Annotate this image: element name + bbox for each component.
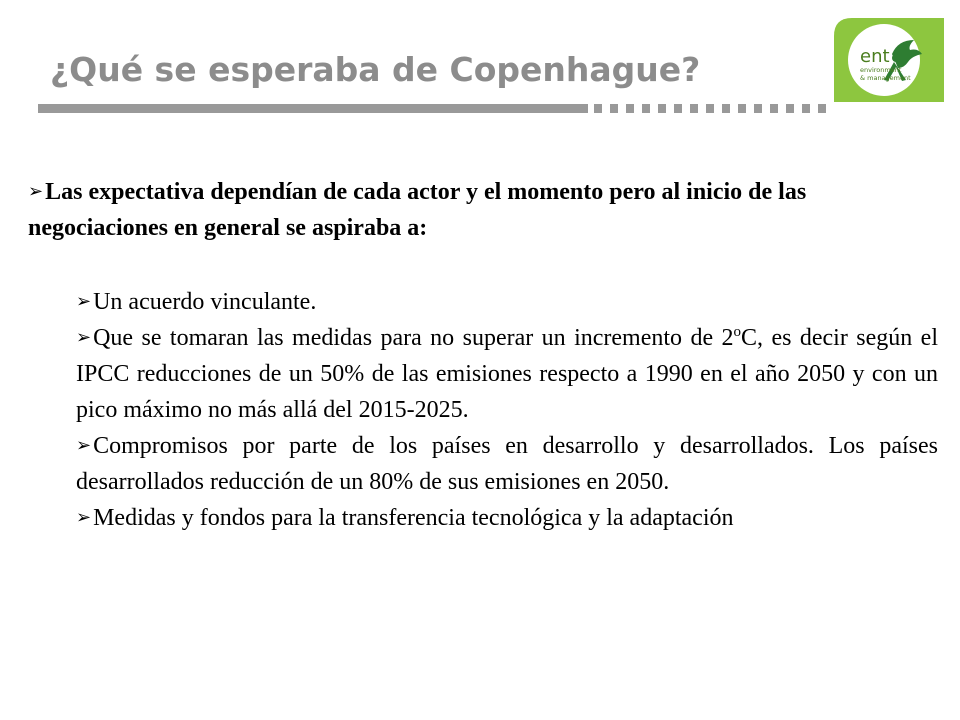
title-underline [38,104,588,113]
list-item [76,320,938,428]
title-dotted-line [594,104,834,113]
list-item-text: Que se tomaran las medidas para no superar un incremento de 2 [93,325,734,351]
list-item-text: Compromisos por parte de los países en desarrollo y desarrollados. Los países desarrollados reducción de un 80% de sus emisiones en 2050. [76,433,938,495]
degree-superscript: o [733,324,742,340]
expectations-list [76,284,938,536]
list-item-text: Medidas y fondos para la transferencia tecnológica y la adaptación [93,505,734,531]
arrow-bullet-icon: ➢ [28,181,44,202]
logo-wordmark: ent [860,46,890,67]
list-item-text-cont: C, es decir según el IPCC reducciones de un 50% de las emisiones respecto a 1990 en el año 2050 y con un pico máximo no más allá del 2015-2025. [76,325,939,423]
arrow-bullet-icon: ➢ [76,327,92,348]
lead-text: Las expectativa dependían de cada actor y el momento pero al inicio de las negociaciones en general se aspiraba a: [28,179,807,241]
slide-title: ¿Qué se esperaba de Copenhague? [50,50,701,89]
arrow-bullet-icon: ➢ [76,507,92,528]
arrow-bullet-icon: ➢ [76,435,92,456]
ent-logo [834,18,944,102]
list-item-text: Un acuerdo vinculante. [93,289,317,315]
list-item [76,500,938,536]
lead-paragraph [28,174,908,246]
logo-tagline-2: & management [860,74,911,82]
list-item [76,284,938,320]
arrow-bullet-icon: ➢ [76,291,92,312]
logo-tagline-1: environment [860,66,902,74]
list-item [76,428,938,500]
